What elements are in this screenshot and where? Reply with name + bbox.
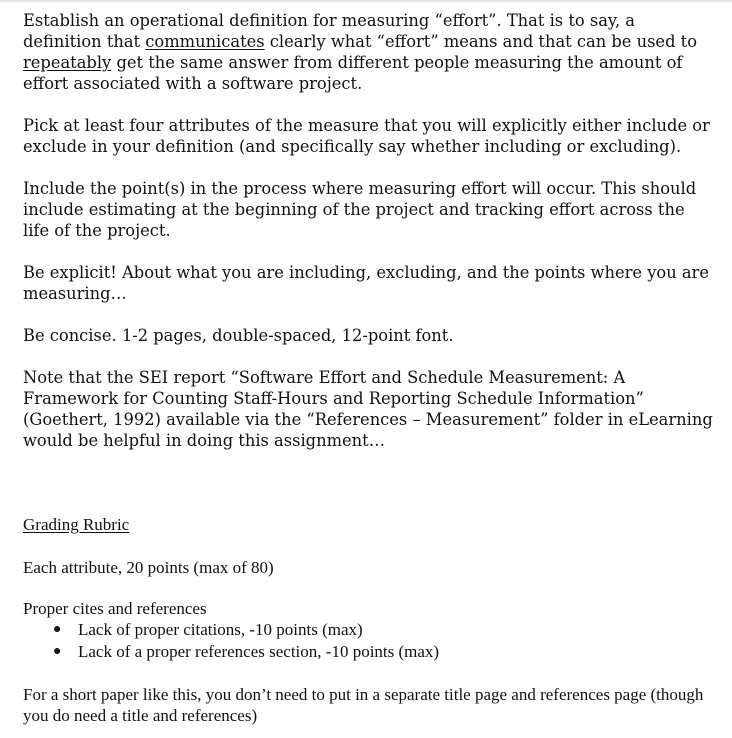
document-page [23,10,713,726]
underlined-word-communicates: communicates [145,32,265,51]
paragraph-measurement-points: Include the point(s) in the process where measuring effort will occur. This should include estimating at the beginning of the project and tracking effort across the life of the project. [23,179,697,240]
bullet-icon: ● [53,644,62,659]
bullet-text-references: Lack of a proper references section, -10 points (max) [78,642,440,661]
paragraph-sei-report-note: Note that the SEI report “Software Effort and Schedule Measurement: A Framework for Counting Staff-Hours and Reporting Schedule Information” (Goethert, 1992) available via the “References – Measurement” folder in eLearning would be helpful in doing this assignment… [23,368,713,450]
paragraph-operational-definition [23,10,713,94]
paragraph-attributes: Pick at least four attributes of the measure that you will explicitly either include or exclude in your definition (and specifically say whether including or excluding). [23,116,710,156]
rubric-cites-heading: Proper cites and references [23,599,207,618]
page-top-border [0,0,732,2]
rubric-heading: Grading Rubric [23,515,130,534]
paragraph-be-explicit: Be explicit! About what you are including, excluding, and the points where you are measuring… [23,263,709,303]
rubric-closing-note: For a short paper like this, you don’t need to put in a separate title page and references page (though you do need a title and references) [23,685,704,725]
p1-text-a: Establish an operational definition for measuring “effort”. That is to say, a definition that [23,11,636,51]
rubric-bullet-list [23,619,713,663]
underlined-word-repeatably: repeatably [23,53,112,72]
list-item [53,619,713,641]
bullet-text-citations: Lack of proper citations, -10 points (max) [78,620,363,639]
bullet-icon: ● [53,622,62,637]
rubric-attribute-line: Each attribute, 20 points (max of 80) [23,558,274,577]
p1-text-c: get the same answer from different people measuring the amount of effort associated with a software project. [23,53,683,93]
p1-text-b: clearly what “effort” means and that can be used to [264,32,698,51]
list-item [53,641,713,663]
paragraph-be-concise: Be concise. 1-2 pages, double-spaced, 12-point font. [23,326,454,345]
